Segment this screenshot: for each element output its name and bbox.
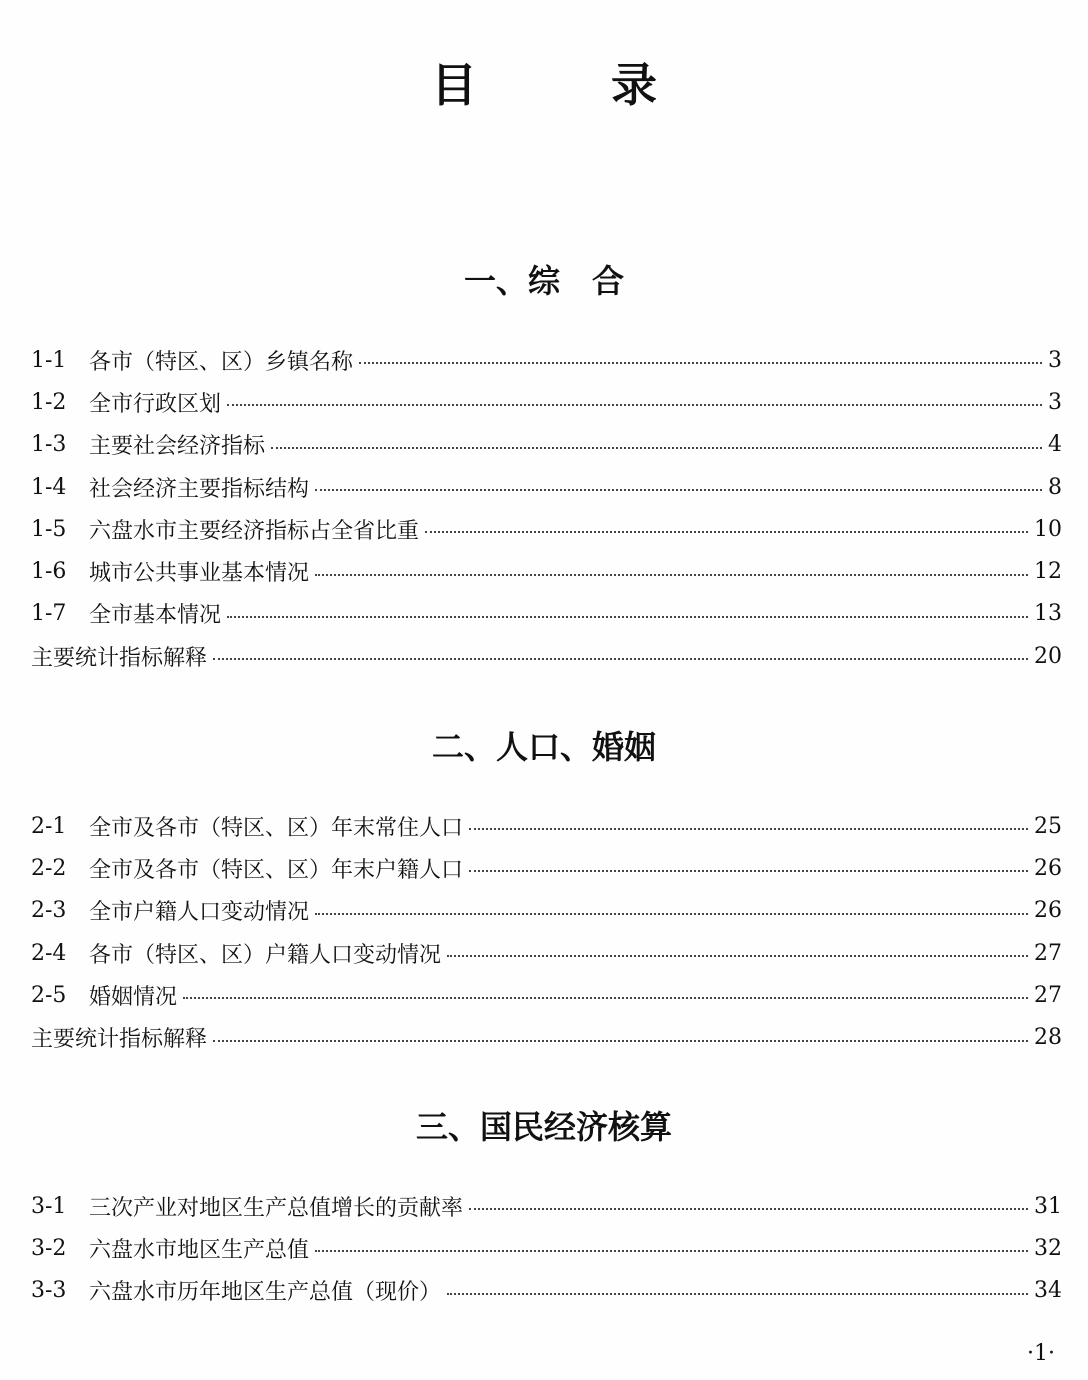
entry-page: 27 [1034, 940, 1062, 966]
entry-title: 全市及各市（特区、区）年末常住人口 [89, 815, 464, 841]
entry-page: 27 [1034, 982, 1062, 1008]
entry-page: 32 [1034, 1235, 1062, 1261]
section-heading: 一、综 合 [463, 262, 624, 300]
entry-title: 全市及各市（特区、区）年末户籍人口 [89, 857, 464, 883]
dot-leader [271, 447, 1042, 449]
entry-page: 8 [1048, 474, 1062, 500]
entry-title: 主要社会经济指标 [89, 434, 266, 460]
entry-title: 三次产业对地区生产总值增长的贡献率 [89, 1195, 464, 1221]
dot-leader [315, 1250, 1028, 1252]
entry-title: 全市行政区划 [89, 391, 222, 417]
entry-page: 20 [1034, 643, 1062, 669]
entry-number: 1-2 [31, 389, 67, 415]
dot-leader [447, 1293, 1028, 1295]
section-2 [0, 725, 1088, 769]
entry-title: 城市公共事业基本情况 [89, 561, 310, 587]
entry-page: 28 [1034, 1025, 1062, 1051]
dot-leader [213, 1040, 1028, 1042]
entry-page: 12 [1034, 559, 1062, 585]
entry-page: 13 [1034, 601, 1062, 627]
entry-number: 3-2 [31, 1235, 67, 1261]
toc-list-section-3 [31, 1185, 1062, 1312]
toc-entry[interactable] [31, 550, 1062, 592]
entry-title: 社会经济主要指标结构 [89, 476, 310, 502]
toc-entry[interactable] [31, 508, 1062, 550]
dot-leader [359, 362, 1042, 364]
entry-number: 1-3 [31, 432, 67, 458]
entry-title: 六盘水市地区生产总值 [89, 1237, 310, 1263]
dot-leader [183, 997, 1028, 999]
section-heading: 三、国民经济核算 [415, 1108, 672, 1146]
toc-list-section-2 [31, 805, 1062, 1059]
toc-entry[interactable] [31, 339, 1062, 381]
entry-title: 六盘水市历年地区生产总值（现价） [89, 1280, 442, 1306]
dot-leader [469, 1208, 1028, 1210]
toc-entry[interactable] [31, 974, 1062, 1016]
entry-number: 1-4 [31, 474, 67, 500]
entry-page: 31 [1034, 1193, 1062, 1219]
entry-page: 10 [1034, 516, 1062, 542]
entry-page: 26 [1034, 898, 1062, 924]
entry-number: 2-2 [31, 855, 67, 881]
entry-number: 1-5 [31, 516, 67, 542]
entry-page: 3 [1048, 389, 1062, 415]
entry-number: 1-1 [31, 347, 67, 373]
entry-number: 2-3 [31, 898, 67, 924]
toc-entry[interactable] [31, 1270, 1062, 1312]
dot-leader [315, 574, 1028, 576]
toc-entry[interactable] [31, 1227, 1062, 1269]
entry-number: 1-6 [31, 559, 67, 585]
entry-number: 2-1 [31, 813, 67, 839]
toc-entry[interactable] [31, 635, 1062, 677]
dot-leader [227, 404, 1042, 406]
dot-leader [315, 489, 1042, 491]
entry-title: 全市户籍人口变动情况 [89, 900, 310, 926]
toc-entry[interactable] [31, 1016, 1062, 1058]
toc-entry[interactable] [31, 381, 1062, 423]
toc-list-section-1 [31, 339, 1062, 677]
section-1 [0, 259, 1088, 303]
toc-entry[interactable] [31, 890, 1062, 932]
toc-entry[interactable] [31, 805, 1062, 847]
toc-entry[interactable] [31, 466, 1062, 508]
dot-leader [315, 913, 1028, 915]
toc-entry[interactable] [31, 593, 1062, 635]
entry-number: 3-1 [31, 1193, 67, 1219]
entry-number: 3-3 [31, 1278, 67, 1304]
dot-leader [227, 616, 1028, 618]
entry-page: 25 [1034, 813, 1062, 839]
dot-leader [447, 955, 1028, 957]
dot-leader [469, 870, 1028, 872]
entry-title: 六盘水市主要经济指标占全省比重 [89, 518, 420, 544]
entry-page: 26 [1034, 855, 1062, 881]
entry-number: 1-7 [31, 601, 67, 627]
toc-entry[interactable] [31, 1185, 1062, 1227]
toc-entry[interactable] [31, 847, 1062, 889]
dot-leader [469, 828, 1028, 830]
dot-leader [213, 658, 1028, 660]
entry-title: 各市（特区、区）乡镇名称 [89, 349, 354, 375]
entry-title: 主要统计指标解释 [31, 645, 208, 671]
entry-title: 各市（特区、区）户籍人口变动情况 [89, 942, 442, 968]
entry-number: 2-4 [31, 940, 67, 966]
section-heading: 二、人口、婚姻 [431, 728, 656, 766]
entry-title: 全市基本情况 [89, 603, 222, 629]
page-title: 目 录 [431, 58, 701, 112]
entry-title: 主要统计指标解释 [31, 1027, 208, 1053]
entry-page: 3 [1048, 347, 1062, 373]
entry-number: 2-5 [31, 982, 67, 1008]
toc-entry[interactable] [31, 424, 1062, 466]
entry-page: 34 [1034, 1278, 1062, 1304]
page-number: ·1· [1027, 1341, 1055, 1366]
toc-entry[interactable] [31, 932, 1062, 974]
entry-title: 婚姻情况 [89, 984, 178, 1010]
entry-page: 4 [1048, 432, 1062, 458]
section-3 [0, 1105, 1088, 1149]
dot-leader [425, 531, 1028, 533]
